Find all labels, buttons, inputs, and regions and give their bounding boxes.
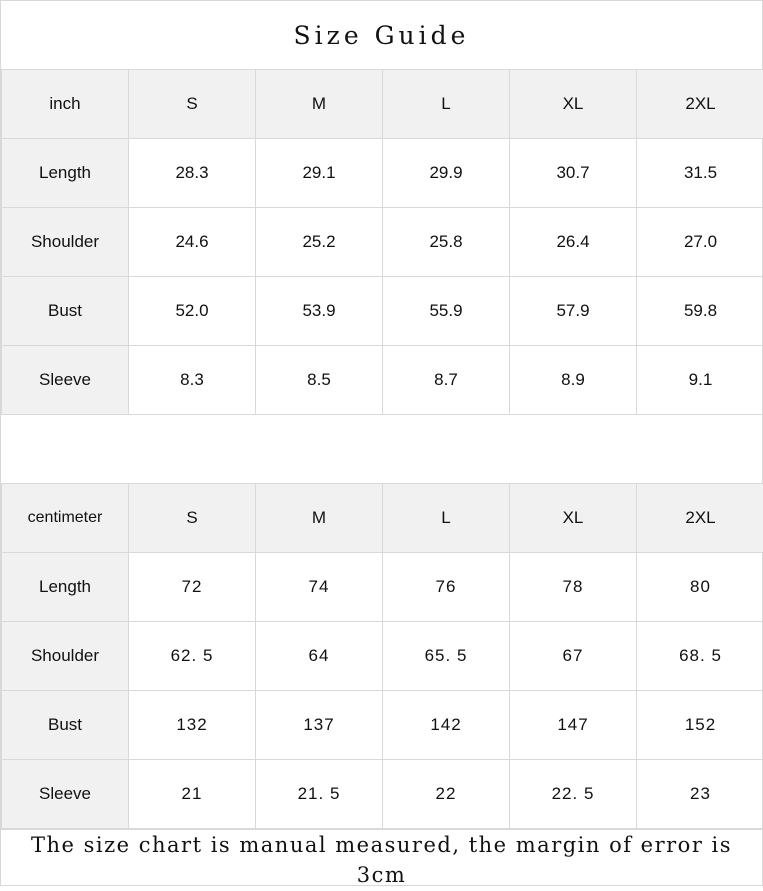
cell-sleeve-xl: 8.9 — [510, 346, 637, 415]
cell-bust-m: 137 — [256, 691, 383, 760]
cell-shoulder-l: 25.8 — [383, 208, 510, 277]
cell-sleeve-s: 21 — [129, 760, 256, 829]
cell-bust-l: 55.9 — [383, 277, 510, 346]
cell-shoulder-m: 25.2 — [256, 208, 383, 277]
cell-length-s: 72 — [129, 553, 256, 622]
cell-bust-2xl: 59.8 — [637, 277, 763, 346]
cell-shoulder-s: 24.6 — [129, 208, 256, 277]
centimeter-unit-label: centimeter — [2, 484, 129, 553]
cell-length-s: 28.3 — [129, 139, 256, 208]
cell-sleeve-s: 8.3 — [129, 346, 256, 415]
column-header-s: S — [129, 484, 256, 553]
inch-size-table — [1, 69, 763, 415]
column-header-2xl: 2XL — [637, 70, 763, 139]
cell-length-xl: 78 — [510, 553, 637, 622]
table-header-row — [2, 70, 763, 139]
row-label-shoulder: Shoulder — [2, 622, 129, 691]
column-header-xl: XL — [510, 70, 637, 139]
table-row — [2, 760, 763, 829]
column-header-s: S — [129, 70, 256, 139]
row-label-length: Length — [2, 139, 129, 208]
row-label-bust: Bust — [2, 691, 129, 760]
column-header-m: M — [256, 70, 383, 139]
cell-length-m: 74 — [256, 553, 383, 622]
table-header-row — [2, 484, 763, 553]
cell-bust-s: 52.0 — [129, 277, 256, 346]
table-row — [2, 208, 763, 277]
cell-length-2xl: 31.5 — [637, 139, 763, 208]
cell-bust-m: 53.9 — [256, 277, 383, 346]
cell-length-2xl: 80 — [637, 553, 763, 622]
table-row — [2, 691, 763, 760]
cell-bust-s: 132 — [129, 691, 256, 760]
cell-bust-2xl: 152 — [637, 691, 763, 760]
cell-bust-l: 142 — [383, 691, 510, 760]
cell-length-l: 29.9 — [383, 139, 510, 208]
measurement-disclaimer: The size chart is manual measured, the margin of error is 3cm — [1, 829, 762, 891]
column-header-xl: XL — [510, 484, 637, 553]
table-row — [2, 622, 763, 691]
row-label-sleeve: Sleeve — [2, 346, 129, 415]
table-row — [2, 346, 763, 415]
inch-unit-label: inch — [2, 70, 129, 139]
cell-length-xl: 30.7 — [510, 139, 637, 208]
cell-sleeve-m: 21. 5 — [256, 760, 383, 829]
cell-sleeve-l: 8.7 — [383, 346, 510, 415]
cell-sleeve-m: 8.5 — [256, 346, 383, 415]
row-label-sleeve: Sleeve — [2, 760, 129, 829]
cell-shoulder-xl: 26.4 — [510, 208, 637, 277]
row-label-bust: Bust — [2, 277, 129, 346]
cell-shoulder-2xl: 68. 5 — [637, 622, 763, 691]
table-row — [2, 139, 763, 208]
centimeter-size-table — [1, 483, 763, 829]
cell-shoulder-xl: 67 — [510, 622, 637, 691]
cell-sleeve-2xl: 9.1 — [637, 346, 763, 415]
cell-sleeve-xl: 22. 5 — [510, 760, 637, 829]
page-title: Size Guide — [1, 1, 762, 69]
table-row — [2, 553, 763, 622]
column-header-2xl: 2XL — [637, 484, 763, 553]
column-header-l: L — [383, 70, 510, 139]
row-label-length: Length — [2, 553, 129, 622]
column-header-m: M — [256, 484, 383, 553]
cell-shoulder-m: 64 — [256, 622, 383, 691]
cell-shoulder-s: 62. 5 — [129, 622, 256, 691]
cell-bust-xl: 147 — [510, 691, 637, 760]
cell-length-l: 76 — [383, 553, 510, 622]
cell-bust-xl: 57.9 — [510, 277, 637, 346]
row-label-shoulder: Shoulder — [2, 208, 129, 277]
column-header-l: L — [383, 484, 510, 553]
cell-shoulder-2xl: 27.0 — [637, 208, 763, 277]
cell-shoulder-l: 65. 5 — [383, 622, 510, 691]
table-spacer — [1, 415, 762, 483]
cell-sleeve-2xl: 23 — [637, 760, 763, 829]
table-row — [2, 277, 763, 346]
cell-sleeve-l: 22 — [383, 760, 510, 829]
cell-length-m: 29.1 — [256, 139, 383, 208]
